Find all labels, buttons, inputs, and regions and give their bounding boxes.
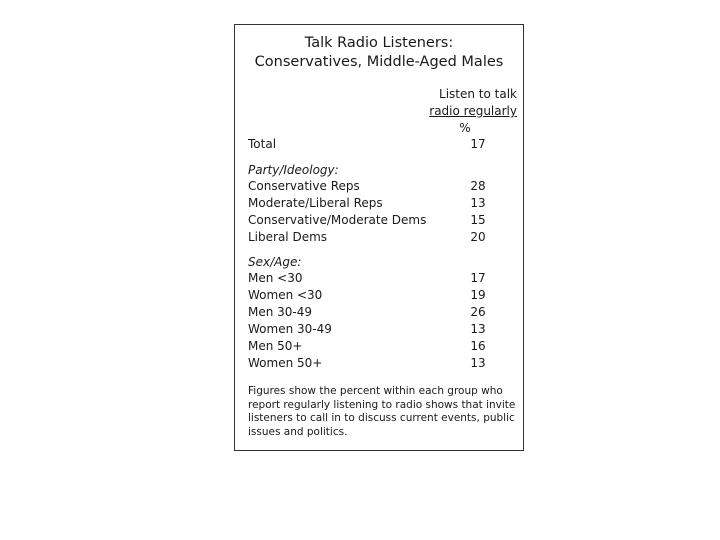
table-row (248, 321, 518, 338)
table-subtitle: Conservatives, Middle-Aged Males (254, 54, 504, 70)
row-label: Men 30-49 (248, 305, 313, 319)
row-label: Men <30 (248, 271, 303, 285)
table-row (248, 338, 518, 355)
row-label: Women 30-49 (248, 322, 332, 336)
table-row (248, 287, 518, 304)
row-value: 13 (470, 322, 486, 336)
talk-radio-table-card (234, 24, 524, 451)
row-value: 17 (470, 137, 486, 151)
row-label: Liberal Dems (248, 230, 328, 244)
row-label: Total (248, 137, 277, 151)
table-row (248, 229, 518, 246)
row-value: 19 (470, 288, 486, 302)
row-value: 13 (470, 356, 486, 370)
table-footnote: Figures show the percent within each group who report regularly listening to radio shows that invite listeners to call in to discuss current events, public issues and politics. (248, 385, 516, 438)
table-row (248, 212, 518, 229)
table-row-total (248, 136, 518, 153)
row-label: Conservative/Moderate Dems (248, 213, 427, 227)
table-row (248, 270, 518, 287)
column-header-line1: Listen to talk (439, 87, 517, 101)
row-value: 16 (470, 339, 486, 353)
row-value: 28 (470, 179, 486, 193)
section-heading-sex-age: Sex/Age: (248, 255, 302, 269)
row-value: 26 (470, 305, 486, 319)
column-header-line2: radio regularly (429, 104, 517, 118)
row-label: Men 50+ (248, 339, 303, 353)
row-label: Women <30 (248, 288, 323, 302)
row-value: 20 (470, 230, 486, 244)
section-heading-party: Party/Ideology: (248, 163, 339, 177)
table-row (248, 355, 518, 372)
table-row (248, 195, 518, 212)
row-value: 17 (470, 271, 486, 285)
column-header-unit: % (459, 121, 471, 135)
row-label: Women 50+ (248, 356, 323, 370)
row-label: Moderate/Liberal Reps (248, 196, 383, 210)
row-value: 13 (470, 196, 486, 210)
table-row (248, 178, 518, 195)
table-title: Talk Radio Listeners: (304, 35, 454, 51)
row-value: 15 (470, 213, 486, 227)
row-label: Conservative Reps (248, 179, 360, 193)
table-row (248, 304, 518, 321)
